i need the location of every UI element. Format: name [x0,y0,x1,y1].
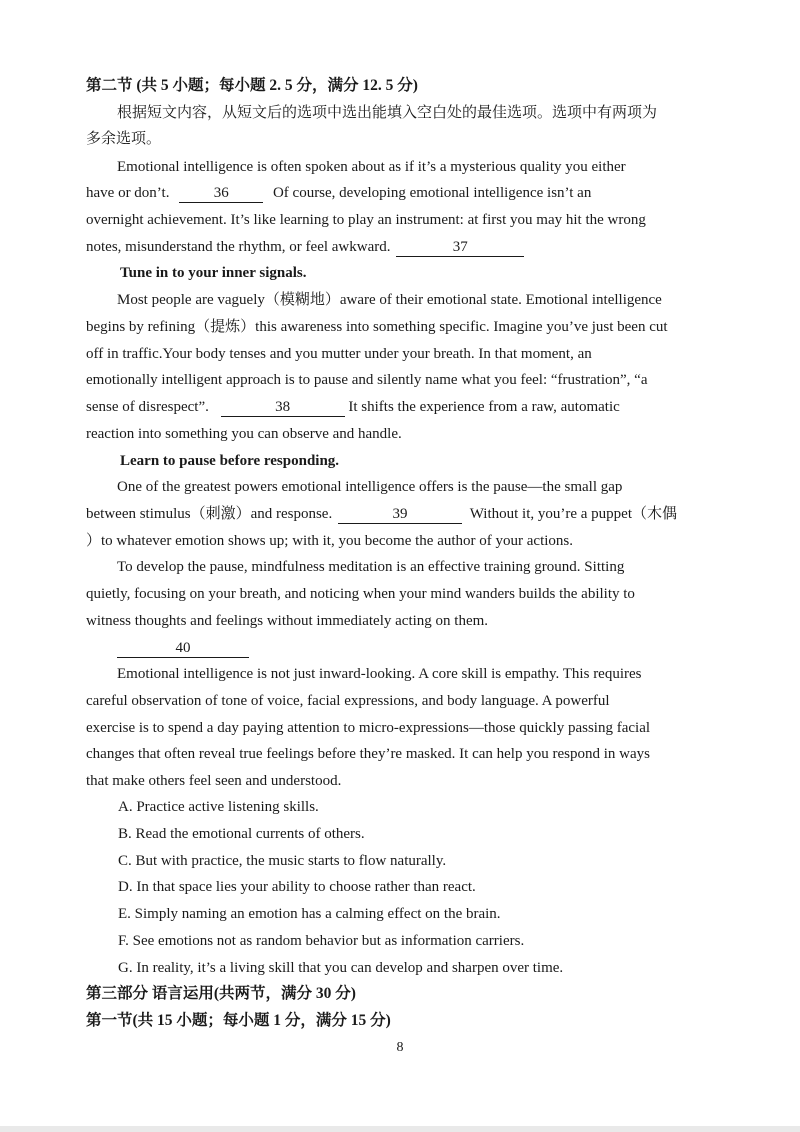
paragraph-2-line-4: emotionally intelligent approach is to pause and silently name what you feel: “frustration”, “a [86,372,648,388]
page-number: 8 [396,1040,404,1055]
option-d: D. In that space lies your ability to choose rather than react. [118,879,476,895]
instructions-line-1: 根据短文内容，从短文后的选项中选出能填入空白处的最佳选项。选项中有两项为 [117,105,658,121]
blank-37: 37 [396,238,524,257]
subheading-inner-signals: Tune in to your inner signals. [120,265,307,281]
paragraph-6-line-5: that make others feel seen and understood. [86,773,342,789]
text-segment: It shifts the experience from a raw, automatic [348,399,620,415]
paragraph-6-line-1: Emotional intelligence is not just inward-looking. A core skill is empathy. This requires [117,666,642,682]
option-a: A. Practice active listening skills. [118,799,319,815]
paragraph-4-line-1: To develop the pause, mindfulness meditation is an effective training ground. Sitting [117,559,625,575]
paragraph-2-line-1: Most people are vaguely（模糊地）aware of their emotional state. Emotional intelligence [117,292,662,308]
text-segment: have or don’t. [86,185,170,201]
paragraph-4-line-2: quietly, focusing on your breath, and noticing when your mind wanders builds the ability to [86,586,635,602]
option-b: B. Read the emotional currents of others. [118,826,365,842]
paragraph-6-line-2: careful observation of tone of voice, facial expressions, and body language. A powerful [86,693,610,709]
option-e: E. Simply naming an emotion has a calming effect on the brain. [118,906,501,922]
option-f: F. See emotions not as random behavior but as information carriers. [118,933,525,949]
subheading-pause: Learn to pause before responding. [120,453,340,469]
blank-40: 40 [117,639,249,658]
paragraph-3-line-1: One of the greatest powers emotional intelligence offers is the pause—the small gap [117,479,623,495]
blank-38: 38 [221,398,345,417]
paragraph-1-line-3: overnight achievement. It’s like learning to play an instrument: at first you may hit the wrong [86,212,646,228]
part-3-subheader: 第一节(共 15 小题；每小题 1 分，满分 15 分) [86,1012,391,1029]
paragraph-2-line-3: off in traffic.Your body tenses and you mutter under your breath. In that moment, an [86,346,592,362]
paragraph-3-line-2 [86,504,677,524]
option-c: C. But with practice, the music starts to flow naturally. [118,853,447,869]
option-g: G. In reality, it’s a living skill that you can develop and sharpen over time. [118,960,564,976]
part-3-header: 第三部分 语言运用(共两节，满分 30 分) [86,985,356,1002]
text-segment: Without it, you’re a puppet（木偶 [469,506,677,522]
blank-39: 39 [338,505,462,524]
section-header: 第二节 (共 5 小题；每小题 2. 5 分，满分 12. 5 分) [86,77,418,94]
paragraph-6-line-4: changes that often reveal true feelings before they’re masked. It can help you respond in ways [86,746,650,762]
paragraph-2-line-2: begins by refining（提炼）this awareness into something specific. Imagine you’ve just been cut [86,319,668,335]
paragraph-6-line-3: exercise is to spend a day paying attention to micro-expressions—those quickly passing facial [86,720,651,736]
blank-36: 36 [179,184,263,203]
paragraph-2-line-5 [86,397,620,417]
paragraph-1-line-1: Emotional intelligence is often spoken about as if it’s a mysterious quality you either [117,159,626,175]
text-segment: Of course, developing emotional intelligence isn’t an [272,185,592,201]
paragraph-3-line-3: ）to whatever emotion shows up; with it, you become the author of your actions. [86,533,573,549]
text-segment: between stimulus（刺激）and response. [86,506,333,522]
text-segment: notes, misunderstand the rhythm, or feel awkward. [86,239,391,255]
paragraph-2-line-6: reaction into something you can observe and handle. [86,426,402,442]
paragraph-4-line-3: witness thoughts and feelings without immediately acting on them. [86,613,489,629]
paragraph-1-line-2 [86,183,591,203]
scan-bottom-edge [0,1126,800,1132]
instructions-line-2: 多余选项。 [86,131,162,147]
paragraph-5-blank-line [117,638,249,658]
text-segment: sense of disrespect”. [86,399,209,415]
paragraph-1-line-4 [86,237,524,257]
